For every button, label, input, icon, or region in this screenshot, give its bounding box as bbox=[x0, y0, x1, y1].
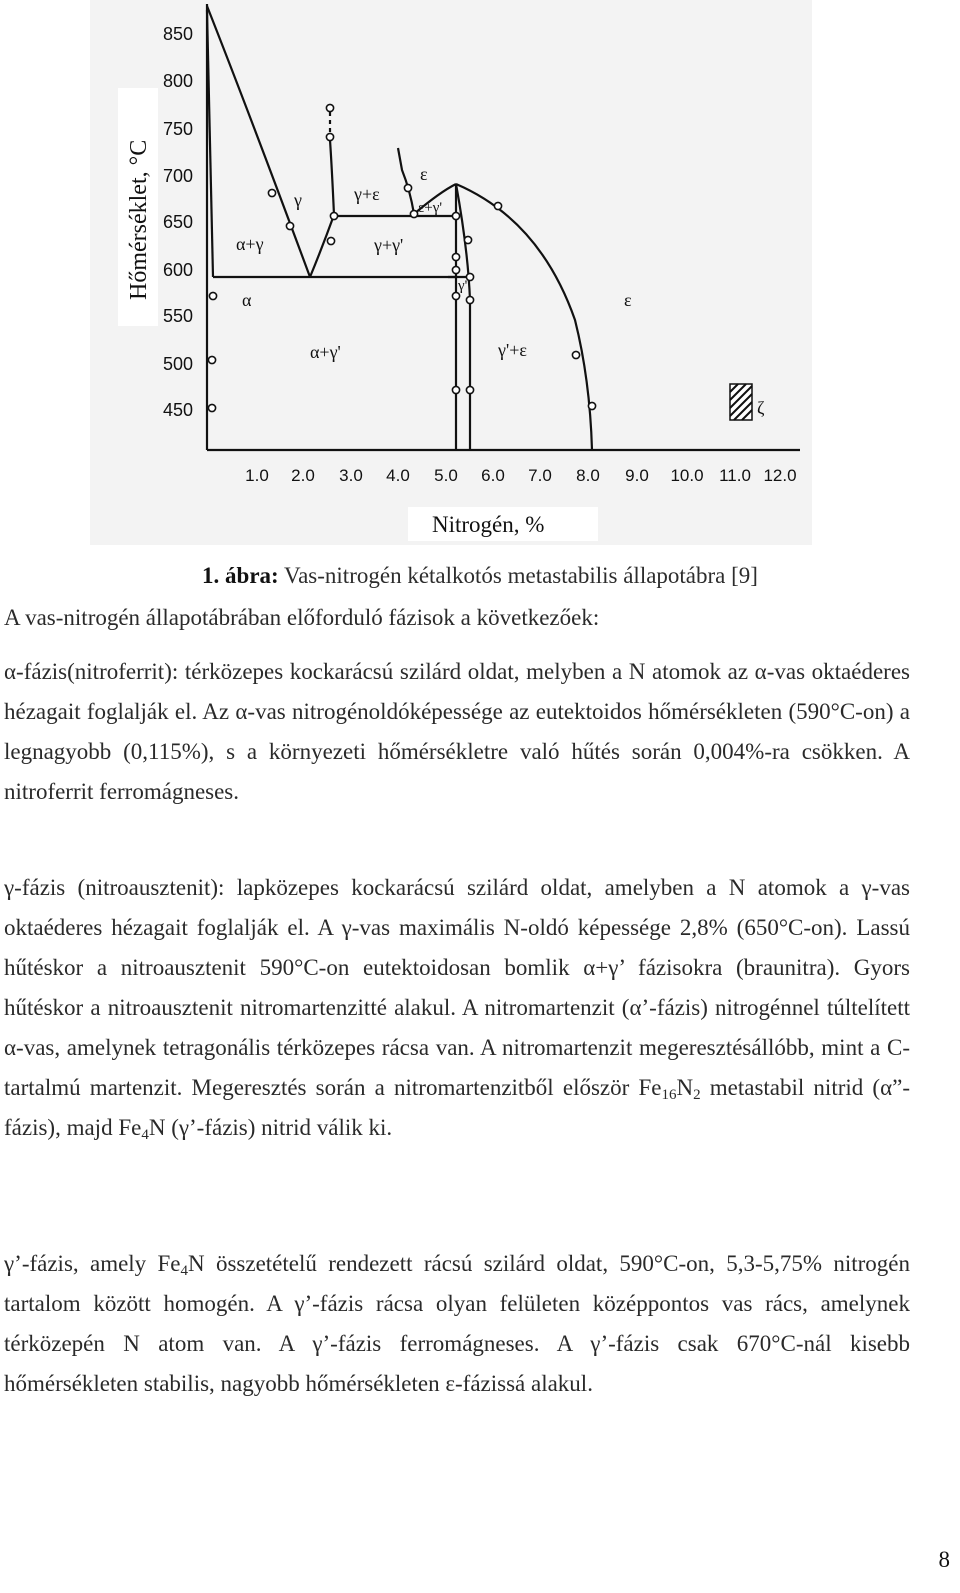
phase-label-alpha-gamma: α+γ bbox=[236, 234, 264, 254]
experimental-point bbox=[208, 404, 215, 411]
x-tick-label: 2.0 bbox=[291, 466, 315, 485]
y-tick-label: 650 bbox=[162, 212, 193, 232]
experimental-point bbox=[208, 356, 215, 363]
subscript: 4 bbox=[141, 1127, 149, 1143]
x-tick-label: 1.0 bbox=[245, 466, 269, 485]
gamma-phase-paragraph bbox=[4, 868, 910, 1148]
phase-label-epsilon: ε bbox=[420, 164, 428, 184]
phase-label-epsilon-gammaprime: ε+γ' bbox=[418, 200, 443, 216]
experimental-point bbox=[452, 212, 459, 219]
iron-nitrogen-phase-diagram bbox=[0, 0, 960, 560]
y-tick-label: 550 bbox=[162, 306, 193, 326]
experimental-point bbox=[466, 273, 473, 280]
alpha-phase-paragraph: α-fázis(nitroferrit): térközepes kockarácsú szilárd oldat, melyben a N atomok az α-vas oktaéderes hézagait foglalják el. Az α-vas nitrogénoldóképessége az eutektoidos hőmérsékleten (590°C-on) a legnagyobb (0,115%), s a környezeti hőmérsékletre való hűtés során 0,004%-ra csökken. A nitroferrit ferromágneses. bbox=[4, 659, 910, 804]
y-tick-label: 500 bbox=[162, 354, 193, 374]
x-tick-label: 6.0 bbox=[481, 466, 505, 485]
y-tick-label: 450 bbox=[162, 400, 193, 420]
experimental-point bbox=[452, 253, 459, 260]
y-axis-title: Hőmérséklet, °C bbox=[126, 139, 152, 300]
experimental-point bbox=[466, 386, 473, 393]
gammaprime-phase-paragraph bbox=[4, 1244, 910, 1404]
experimental-point bbox=[286, 222, 293, 229]
phase-label-gamma: γ bbox=[294, 190, 302, 210]
experimental-point bbox=[327, 237, 334, 244]
phase-label-gamma-epsilon: γ+ε bbox=[354, 184, 380, 204]
x-tick-label: 9.0 bbox=[625, 466, 649, 485]
experimental-point bbox=[326, 104, 333, 111]
subscript: 2 bbox=[693, 1087, 701, 1103]
experimental-point bbox=[466, 296, 473, 303]
experimental-point bbox=[588, 402, 595, 409]
subscript: 4 bbox=[180, 1263, 189, 1279]
experimental-point bbox=[404, 184, 411, 191]
zeta-hatched-region bbox=[730, 384, 752, 420]
phase-label-zeta: ζ bbox=[757, 398, 765, 418]
paragraph-text: γ’-fázis, amely Fe bbox=[4, 1251, 181, 1276]
x-tick-label: 8.0 bbox=[576, 466, 600, 485]
experimental-point bbox=[209, 292, 216, 299]
experimental-point bbox=[452, 386, 459, 393]
figure-caption bbox=[0, 561, 960, 591]
paragraph-text: N összetételű rendezett rácsú szilárd oldat, 590°C-on, 5,3-5,75% nitrogén tartalom között homogén. A γ’-fázis rácsa olyan felületen középpontos vas rács, amelynek térközepén N atom van. A γ’-fázis ferromágneses. A γ’-fázis csak 670°C-nál kisebb hőmérsékleten stabilis, nagyobb hőmérsékleten ε-fázissá alakul. bbox=[4, 1251, 910, 1396]
experimental-point bbox=[572, 351, 579, 358]
y-tick-label: 800 bbox=[162, 71, 193, 91]
x-tick-label: 3.0 bbox=[339, 466, 363, 485]
experimental-point bbox=[452, 266, 459, 273]
paragraph-text: γ-fázis (nitroausztenit): lapközepes kockarácsú szilárd oldat, amelyben a N atomok a γ-vas oktaéderes hézagait foglalják el. A γ-vas maximális N-oldó képessége 2,8% (650°C-on). Lassú hűtéskor a nitroausztenit 590°C-on eutektoidosan bomlik α+γ’ fázisokra (braunitra). Gyors hűtéskor a nitroausztenit nitromartenzitté alakul. A nitromartenzit (α’-fázis) nitrogénnel túltelített α-vas, amelynek tetragonális térközepes rácsa van. A nitromartenzit megeresztésállóbb, mint a C-tartalmú martenzit. Megeresztés során a nitromartenzitből először Fe bbox=[4, 875, 910, 1100]
experimental-point bbox=[464, 236, 471, 243]
x-axis-title: Nitrogén, % bbox=[432, 512, 545, 537]
x-tick-label: 7.0 bbox=[528, 466, 552, 485]
y-tick-label: 600 bbox=[162, 260, 193, 280]
phase-label-gamma-gammaprime: γ+γ' bbox=[374, 235, 404, 255]
x-tick-label: 5.0 bbox=[434, 466, 458, 485]
experimental-point bbox=[494, 202, 501, 209]
paragraph-text: N (γ’-fázis) nitrid válik ki. bbox=[148, 1115, 393, 1140]
experimental-point bbox=[326, 133, 333, 140]
x-tick-label: 11.0 bbox=[719, 466, 751, 485]
paragraph-text: metastabil nitrid (α”-fázis), majd Fe bbox=[4, 1075, 911, 1140]
subscript: 16 bbox=[661, 1087, 677, 1103]
y-tick-label: 750 bbox=[162, 119, 193, 139]
y-tick-label: 850 bbox=[162, 24, 193, 44]
figure-caption-text: Vas-nitrogén kétalkotós metastabilis állapotábra [9] bbox=[278, 563, 758, 588]
y-tick-label: 700 bbox=[162, 166, 193, 186]
figure-caption-label: 1. ábra: bbox=[202, 563, 279, 588]
phase-label-epsilon-right: ε bbox=[624, 290, 632, 310]
figure-background bbox=[90, 0, 812, 545]
experimental-point bbox=[268, 189, 275, 196]
paragraph-text: N bbox=[676, 1075, 694, 1100]
x-tick-label: 4.0 bbox=[386, 466, 410, 485]
x-tick-label: 10.0 bbox=[670, 466, 704, 485]
phase-label-gammaprime-epsilon: γ'+ε bbox=[498, 340, 527, 360]
phase-label-alpha-gammaprime: α+γ' bbox=[310, 342, 341, 362]
x-tick-label: 12.0 bbox=[763, 466, 797, 485]
phase-label-alpha: α bbox=[242, 290, 252, 310]
page-number: 8 bbox=[938, 1547, 950, 1572]
intro-paragraph: A vas-nitrogén állapotábrában előforduló fázisok a következőek: bbox=[4, 605, 600, 630]
phase-label-gammaprime: γ' bbox=[458, 278, 468, 294]
experimental-point bbox=[330, 212, 337, 219]
experimental-point bbox=[410, 210, 417, 217]
